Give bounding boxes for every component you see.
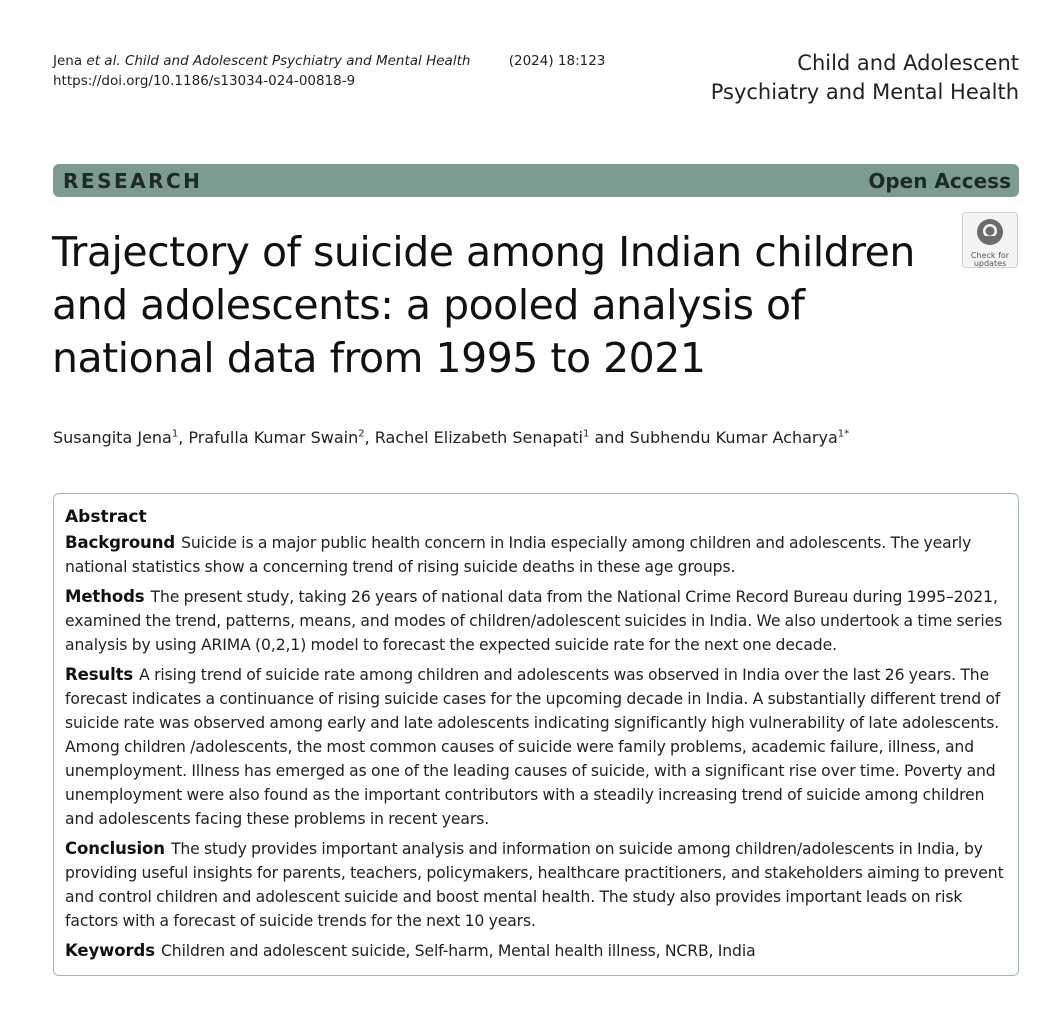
- article-type-banner: [53, 164, 1019, 197]
- section-text: Children and adolescent suicide, Self-harm, Mental health illness, NCRB, India: [161, 942, 756, 960]
- citation-author: Jena: [53, 53, 83, 69]
- doi-link[interactable]: https://doi.org/10.1186/s13034-024-00818-9: [53, 73, 356, 89]
- article-title: Trajectory of suicide among Indian children and adolescents: a pooled analysis of national data from 1995 to 2021: [52, 228, 915, 382]
- check-for-updates-button[interactable]: [962, 212, 1018, 268]
- author-separator: ,: [364, 428, 375, 447]
- author-affiliation: 1: [171, 428, 179, 440]
- author-name: Prafulla Kumar Swain: [188, 428, 359, 447]
- citation-year-volume: (2024) 18:123: [508, 53, 606, 69]
- section-heading: Background: [65, 533, 176, 552]
- author-name: Rachel Elizabeth Senapati: [374, 428, 583, 447]
- section-heading: Results: [65, 665, 134, 684]
- journal-name: [711, 49, 1019, 107]
- author-affiliation: 2: [358, 428, 365, 440]
- check-for-updates-text: [971, 252, 1009, 268]
- author-list: [53, 426, 849, 450]
- section-text: Suicide is a major public health concern in India especially among children and adolescents. The yearly national statistics show a concerning trend of rising suicide deaths in these age groups.: [65, 534, 972, 576]
- check-badge-line2: updates: [973, 259, 1007, 268]
- section-heading: Keywords: [65, 941, 155, 960]
- journal-name-line2: Psychiatry and Mental Health: [710, 80, 1019, 104]
- abstract-conclusion: [65, 837, 1007, 933]
- citation-journal: Child and Adolescent Psychiatry and Mental Health: [124, 53, 471, 69]
- author-separator: and: [589, 428, 630, 447]
- author-separator: ,: [178, 428, 189, 447]
- check-for-updates-icon: [975, 213, 1005, 251]
- citation-et-al: et al.: [86, 53, 121, 69]
- abstract-keywords: [65, 939, 1007, 963]
- author-name: Subhendu Kumar Acharya: [629, 428, 838, 447]
- article-type-label: RESEARCH: [63, 168, 203, 193]
- open-access-label: Open Access: [868, 168, 1011, 193]
- abstract-heading: Abstract: [65, 507, 147, 527]
- author-affiliation: 1: [583, 428, 590, 440]
- section-heading: Methods: [65, 587, 145, 606]
- section-heading: Conclusion: [65, 839, 165, 858]
- check-badge-line1: Check for: [970, 251, 1010, 260]
- abstract-results: [65, 663, 1007, 831]
- section-text: The present study, taking 26 years of national data from the National Crime Record Bureau during 1995–2021, examined the trend, patterns, means, and modes of children/adolescent suicides in India. We also undertook a time series analysis by using ARIMA (0,2,1) model to forecast the expected suicide rate for the next one decade.: [65, 588, 1003, 654]
- citation-line: [53, 51, 605, 71]
- abstract-methods: [65, 585, 1007, 657]
- citation-block: [53, 51, 605, 91]
- section-text: The study provides important analysis and information on suicide among children/adolescents in India, by providing useful insights for parents, teachers, policymakers, healthcare practitioners, and stakeholders aiming to prevent and control children and adolescent suicide and boost mental health. The study also provides important leads on risk factors with a forecast of suicide trends for the next 10 years.: [65, 840, 1004, 930]
- journal-name-line1: Child and Adolescent: [797, 51, 1019, 75]
- author-affiliation: 1*: [837, 428, 850, 440]
- abstract-box: [53, 493, 1019, 976]
- section-text: A rising trend of suicide rate among children and adolescents was observed in India over the last 26 years. The forecast indicates a continuance of rising suicide cases for the upcoming decade in India. A substantially different trend of suicide rate was observed among early and late adolescents indicating significantly high vulnerability of late adolescents. Among children /adolescents, the most common causes of suicide were family problems, academic failure, illness, and unemployment. Illness has emerged as one of the leading causes of suicide, with a significant rise over time. Poverty and unemployment were also found as the important contributors with a steadily increasing trend of suicide among children and adolescents facing these problems in recent years.: [65, 666, 1001, 828]
- author-name: Susangita Jena: [53, 428, 172, 447]
- abstract-background: [65, 531, 1007, 579]
